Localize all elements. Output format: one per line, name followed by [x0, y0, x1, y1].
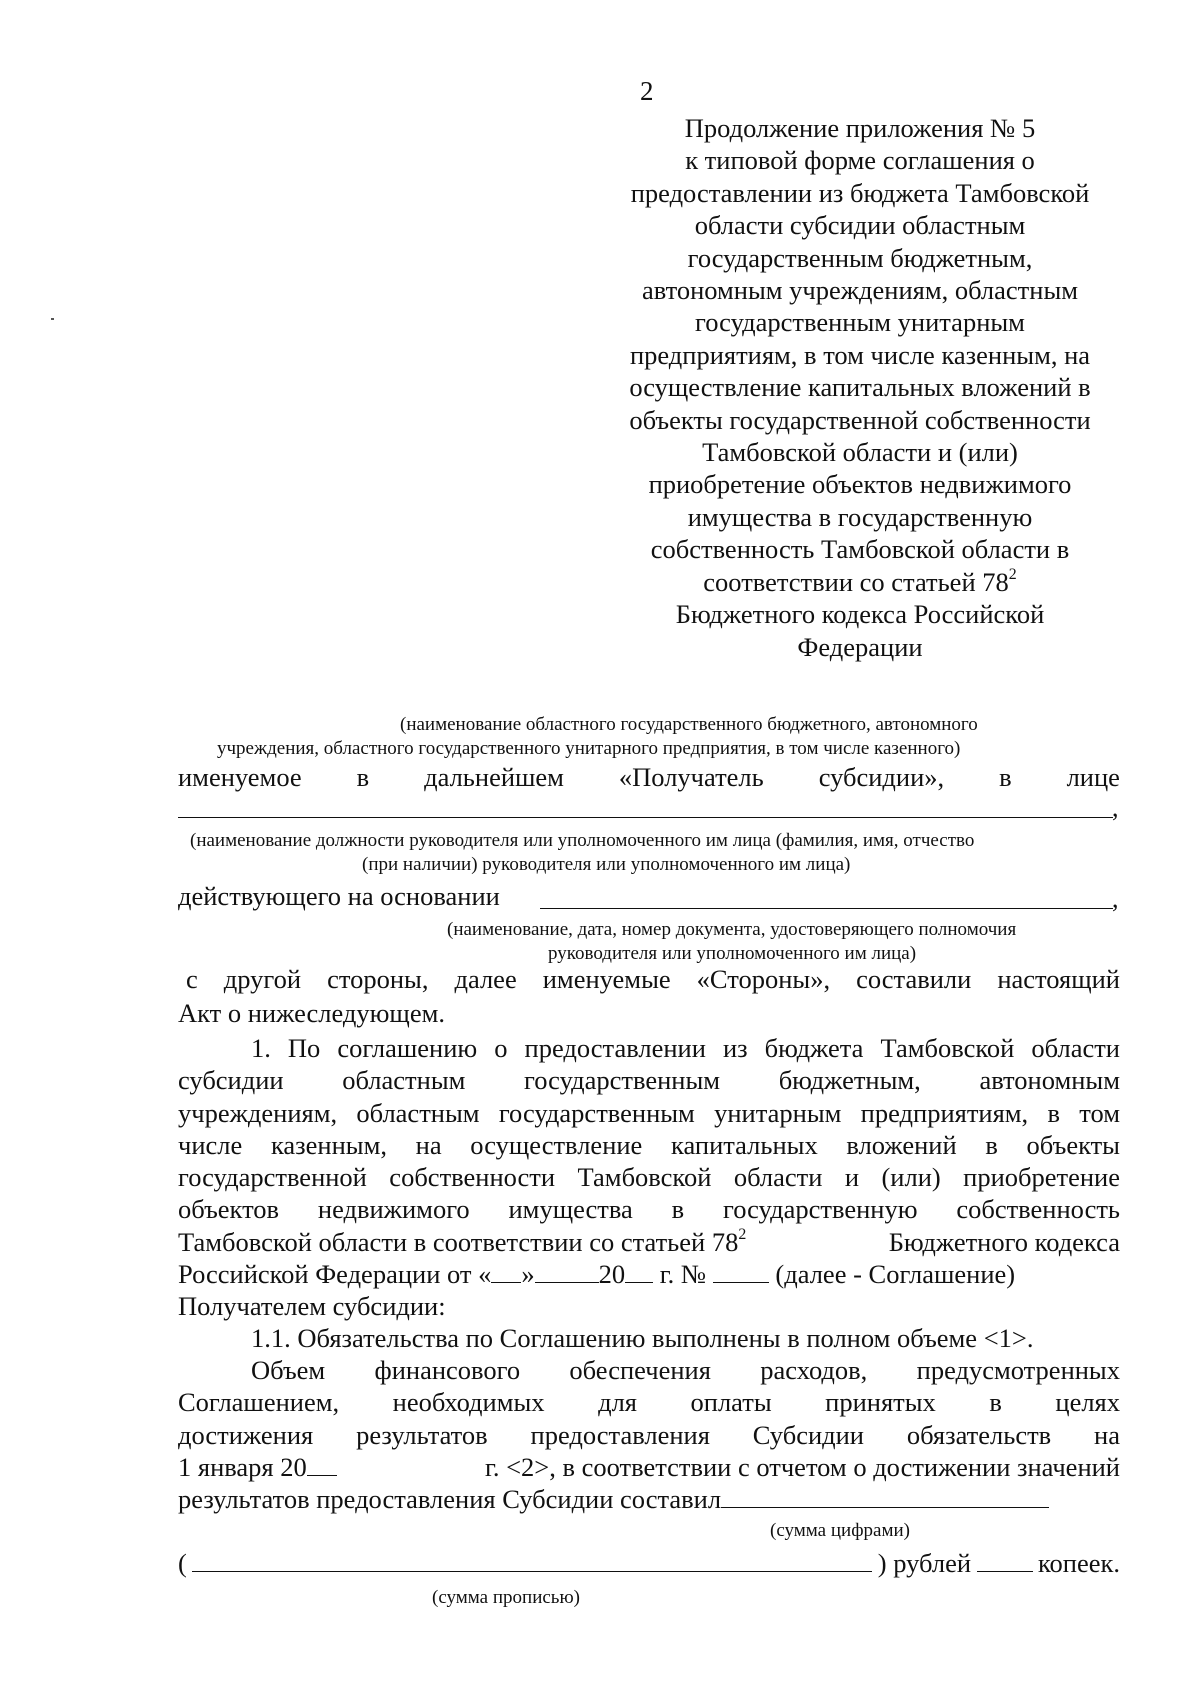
named-word: лице [1066, 762, 1120, 792]
named-word: субсидии», [818, 762, 945, 792]
item-1-text: г. № [653, 1259, 713, 1290]
item-1-paragraph [178, 1032, 1120, 1323]
volume-paragraph [178, 1354, 1120, 1515]
header-line: Бюджетного кодекса Российской [675, 599, 1045, 630]
header-line: имущества в государственную [687, 501, 1033, 532]
number-fill-line[interactable] [713, 1258, 769, 1283]
sum-words-line [178, 1547, 1120, 1579]
item-1-line: субсидии областным государственным бюджетным, автономным [178, 1065, 1120, 1096]
head-caption-1: (наименование должности руководителя или уполномоченного им лица (фамилия, имя, отчество [190, 830, 975, 851]
parties-line-1: с другой стороны, далее именуемые «Стороны», составили настоящий [186, 964, 1120, 994]
institution-caption-2: учреждения, областного государственного унитарного предприятия, в том числе казенного) [217, 738, 961, 759]
volume-line: Объем финансового обеспечения расходов, предусмотренных [251, 1355, 1120, 1385]
appendix-header [600, 112, 1120, 663]
rubles-label: ) рублей [877, 1548, 972, 1578]
article-superscript: 2 [738, 1226, 747, 1244]
named-word: в [356, 762, 370, 792]
named-line [178, 761, 1120, 793]
header-line: Федерации [797, 631, 923, 662]
sum-digits-caption: (сумма цифрами) [770, 1520, 910, 1541]
volume-text: результатов предоставления Субсидии составил [178, 1484, 722, 1515]
header-line: государственным унитарным [695, 307, 1025, 338]
month-fill-line[interactable] [535, 1258, 599, 1283]
item-1-line [178, 1226, 1120, 1258]
item-1-line-part [178, 1226, 746, 1258]
volume-line: достижения результатов предоставления Субсидии обязательств на [178, 1419, 1120, 1450]
item-1-line: учреждениям, областным государственным унитарным предприятиям, в том [178, 1097, 1120, 1128]
header-line: автономным учреждениям, областным [641, 275, 1079, 306]
year-fill-line[interactable] [625, 1258, 653, 1283]
item-1-text: Тамбовской области в соответствии со статьей 78 [178, 1226, 739, 1257]
header-line: приобретение объектов недвижимого [648, 469, 1072, 500]
item-1-line: 1. По соглашению о предоставлении из бюджета Тамбовской области [251, 1033, 1120, 1063]
item-1-text: 20 [598, 1259, 626, 1290]
header-line: Продолжение приложения № 5 [684, 113, 1036, 143]
page-number: 2 [640, 76, 654, 106]
header-line: предоставлении из бюджета Тамбовской [630, 177, 1090, 208]
header-line: области субсидии областным [694, 210, 1026, 241]
sum-words-caption: (сумма прописью) [432, 1587, 580, 1608]
named-word: дальнейшем [424, 762, 564, 792]
doc-caption-1: (наименование, дата, номер документа, удостоверяющего полномочия [447, 919, 1017, 940]
item-1-line: Получателем субсидии: [178, 1291, 446, 1322]
item-1-text: (далее - Соглашение) [768, 1259, 1016, 1290]
sum-words-fill-line[interactable] [192, 1547, 872, 1572]
header-line: собственность Тамбовской области в [650, 534, 1070, 565]
item-1-text: Российской Федерации от « [178, 1259, 492, 1290]
volume-line: Соглашением, необходимых для оплаты принятых в целях [178, 1387, 1120, 1418]
year-fill-line[interactable] [307, 1451, 337, 1476]
head-caption-2: (при наличии) руководителя или уполномоченного им лица) [362, 854, 851, 875]
header-line: Тамбовской области и (или) [702, 437, 1018, 468]
volume-line [178, 1483, 1120, 1515]
named-word: именуемое [178, 762, 302, 792]
head-fill-line[interactable] [178, 793, 1113, 818]
header-line-text: соответствии со статьей 78 [703, 566, 1009, 597]
kopecks-label: копеек. [1038, 1548, 1120, 1578]
header-line: государственным бюджетным, [687, 242, 1033, 273]
volume-text: г. <2>, в соответствии с отчетом о достижении значений [484, 1451, 1120, 1482]
item-1-line: государственной собственности Тамбовской области и (или) приобретение [178, 1162, 1120, 1193]
scan-speck [51, 318, 54, 320]
acting-label: действующего на основании [178, 881, 500, 911]
institution-caption-1: (наименование областного государственного бюджетного, автономного [400, 714, 978, 735]
basis-fill-line[interactable] [540, 884, 1113, 909]
volume-line [178, 1451, 1120, 1483]
day-fill-line[interactable] [491, 1258, 521, 1283]
named-word: в [999, 762, 1012, 792]
item-1-text: Бюджетного кодекса [888, 1226, 1120, 1257]
named-word: «Получатель [618, 762, 764, 792]
item-1-line: числе казенным, на осуществление капитальных вложений в объекты [178, 1129, 1120, 1160]
comma: , [1112, 884, 1119, 913]
header-superscript: 2 [1008, 566, 1017, 584]
header-line [600, 566, 1120, 598]
item-1-1: 1.1. Обязательства по Соглашению выполнены в полном объеме <1>. [251, 1323, 1034, 1353]
header-line: к типовой форме соглашения о [685, 145, 1035, 176]
item-1-text: » [521, 1259, 535, 1290]
parties-line-2: Акт о нижеследующем. [178, 998, 445, 1028]
header-line: объекты государственной собственности [629, 404, 1091, 435]
open-paren: ( [178, 1548, 187, 1578]
item-1-line [178, 1258, 1120, 1290]
comma: , [1112, 793, 1119, 822]
volume-line-part [178, 1451, 337, 1483]
item-1-line: объектов недвижимого имущества в государственную собственность [178, 1194, 1120, 1225]
header-line: предприятиям, в том числе казенным, на [629, 339, 1091, 370]
doc-caption-2: руководителя или уполномоченного им лица) [548, 943, 917, 964]
header-line: осуществление капитальных вложений в [629, 372, 1091, 403]
kopecks-fill-line[interactable] [977, 1547, 1033, 1572]
sum-digits-fill-line[interactable] [721, 1483, 1049, 1508]
volume-text: 1 января 20 [178, 1451, 307, 1482]
